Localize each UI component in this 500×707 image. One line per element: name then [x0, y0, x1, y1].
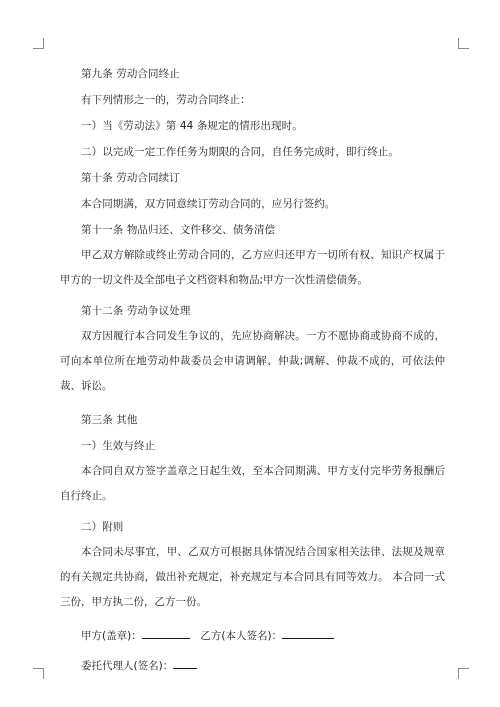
party-a-label: 甲方(盖章)：: [81, 630, 142, 642]
agent-label: 委托代理人(签名)：: [81, 660, 174, 672]
article3-sub2: 二）附则: [81, 521, 124, 533]
corner-mark-top-left: [33, 38, 44, 49]
article9-heading: 第九条 劳动合同终止: [81, 68, 180, 80]
party-b-label: 乙方(本人签名)：: [200, 630, 283, 642]
article11-heading: 第十一条 物品归还、文件移交、债务清偿: [81, 224, 276, 236]
article3-heading: 第三条 其他: [81, 414, 138, 426]
article3-sub2-body: 本合同未尽事宜，甲、乙双方可根据具体情况结合国家相关法律、法规及规章的有关规定共协商，做出补充规定，补充规定与本合同具有同等效力。 本合同一式三份，甲方执二份，乙方一份。: [60, 546, 445, 608]
corner-mark-bottom-left: [33, 668, 44, 679]
corner-mark-top-right: [458, 38, 469, 49]
article11-body: 甲乙双方解除或终止劳动合同的，乙方应归还甲方一切所有权、知识产权属于甲方的一切文件及全部电子文档资料和物品;甲方一次性清偿债务。: [60, 249, 445, 286]
article10-heading: 第十条 劳动合同续订: [81, 172, 180, 184]
article3-sub1: 一）生效与终止: [81, 440, 156, 452]
corner-mark-bottom-right: [458, 668, 469, 679]
article10-body: 本合同期满，双方同意续订劳动合同的，应另行签约。: [81, 198, 336, 210]
article12-heading: 第十二条 劳动争议处理: [81, 305, 191, 317]
article12-body: 双方因履行本合同发生争议的，先应协商解决。一方不愿协商或协商不成的，可向本单位所在地劳动仲裁委员会申请调解、仲裁;调解、仲裁不成的，可依法仲裁、诉讼。: [60, 330, 445, 392]
article3-sub1-body: 本合同自双方签字盖章之日起生效，至本合同期满、甲方支付完毕劳务报酬后自行终止。: [60, 465, 445, 502]
signature-row-agent: [60, 657, 445, 673]
party-a-seal-field[interactable]: [142, 627, 190, 639]
signature-row-parties: [60, 627, 445, 643]
agent-signature-field[interactable]: [173, 657, 197, 669]
article9-item2: 二）以完成一定工作任务为期限的合同，自任务完成时，即行终止。: [81, 146, 399, 158]
document-body: [60, 67, 445, 673]
party-b-signature-field[interactable]: [282, 627, 334, 639]
article9-item1: 一）当《劳动法》第 44 条规定的情形出现时。: [81, 120, 303, 132]
article9-intro: 有下列情形之一的，劳动合同终止：: [81, 94, 251, 106]
